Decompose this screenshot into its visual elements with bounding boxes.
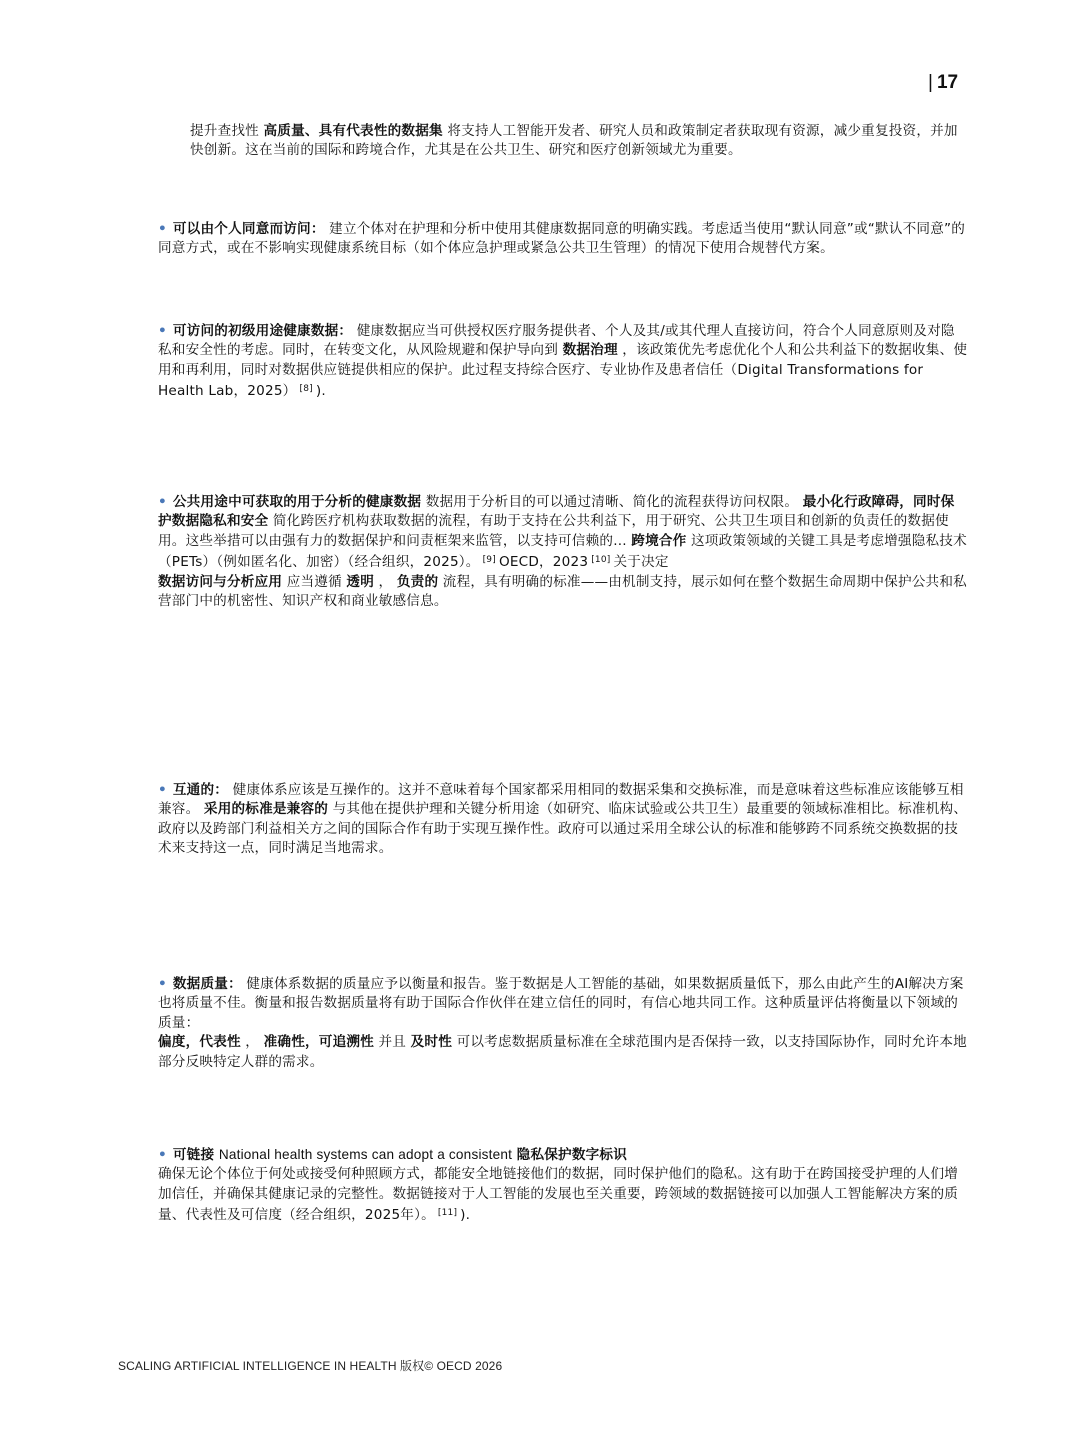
text: 健康体系数据的质量应予以衡量和报告。鉴于数据是人工智能的基础，如果数据质量低下，那么由此产生的AI解决方案也将质量不佳。衡量和报告数据质量将有助于国际合作伙伴在建立信任的同时，有信心地共同工作。这种质量评估将衡量以下领域的质量： [158,976,964,1031]
text: 这项政策领域的关键工具是考虑增强隐私技术（PETs）（例如匿名化、加密）（经合组织，2025）。 [158,532,967,571]
bold-text: 最小化行政障碍，同时保护数据隐私和安全 [158,494,955,530]
bullet-data-quality [158,975,968,1072]
bold-text: 采用的标准是兼容的 [203,801,329,818]
text: 并且 [378,1034,407,1051]
bullet-consent-access [158,220,968,259]
reference: [8] [299,384,313,395]
text: 健康数据应当可供授权医疗服务提供者、个人及其/或其代理人直接访问，符合个人同意原则及对隐私和安全性的考虑。同时，在转变文化，从风险规避和保护导向到 [158,323,955,359]
page-number: | 17 [928,72,959,93]
text: 关于决定 [613,554,669,571]
bold-text: 偏度，代表性 [158,1034,241,1051]
bullet-primary-use-data [158,322,968,402]
bullet-title: 可链接 [172,1147,215,1163]
text: OECD，2023 [498,554,589,571]
text: 将支持人工智能开发者、研究人员和政策制定者获取现有资源，减少重复投资，并加快创新。这在当前的国际和跨境合作，尤其是在公共卫生、研究和医疗创新领域尤为重要。 [190,123,958,159]
bold-text: 高质量、具有代表性的数据集 [263,123,443,139]
bullet-icon: • [158,976,167,992]
bullet-icon: • [158,782,167,798]
bullet-secondary-use-data [158,493,968,611]
text: 提升查找性 [190,123,259,139]
bullet-title: 公共用途中可获取的用于分析的健康数据 [172,494,422,510]
page-number-value: 17 [936,72,959,93]
paragraph-findability [190,122,960,161]
text: 建立个体对在护理和分析中使用其健康数据同意的明确实践。考虑适当使用“默认同意”或“默认不同意”的同意方式，或在不影响实现健康系统目标（如个体应急护理或紧急公共卫生管理）的情况下使用合规替代方案。 [158,221,966,257]
reference: [9] [482,555,496,566]
bold-text: 透明 [346,573,374,590]
reference: [10] [591,555,611,566]
page-footer: SCALING ARTIFICIAL INTELLIGENCE IN HEALTH 版权© OECD 2026 [118,1359,503,1373]
text: ). [315,383,326,400]
text: ， [245,1034,260,1051]
text: 与其他在提供护理和关键分析用途（如研究、临床试验或公共卫生）最重要的领域标准相比。标准机构、政府以及跨部门利益相关方之间的国际合作有助于实现互操作性。政府可以通过采用全球公认的标准和能够跨不同系统交换数据的技术来支持这一点，同时满足当地需求。 [158,801,968,857]
text: 数据用于分析目的可以通过清晰、简化的流程获得访问权限。 [425,494,799,510]
bullet-icon: • [158,494,167,510]
bullet-interoperable [158,781,968,859]
text: 健康体系应该是互操作的。这并不意味着每个国家都采用相同的数据采集和交换标准，而是意味着这些标准应该能够互相兼容。 [158,782,964,818]
bullet-title: 可以由个人同意而访问： [172,221,325,237]
text: 应当遵循 [286,573,342,590]
bullet-title: 数据质量： [172,976,242,992]
bullet-linkable [158,1145,968,1226]
bullet-icon: • [158,221,167,237]
text: National health systems can adopt a consistent [218,1147,513,1162]
text: ， [378,573,393,590]
bold-text: 及时性 [410,1034,453,1051]
bold-text: 数据治理 [562,342,618,359]
text: 简化跨医疗机构获取数据的流程，有助于支持在公共利益下，用于研究、公共卫生项目和创新的负责任的数据使用。这些举措可以由强有力的数据保护和问责框架来监管，以支持可信赖的... [158,513,949,549]
bold-text: 准确性，可追溯性 [263,1034,374,1051]
bullet-title: 互通的： [172,782,229,798]
bold-text: 负责的 [396,573,439,590]
bold-text: 数据访问与分析应用 [158,573,283,590]
bullet-title: 可访问的初级用途健康数据： [172,323,353,339]
text: 流程，具有明确的标准——由机制支持，展示如何在整个数据生命周期中保护公共和私营部门中的机密性、知识产权和商业敏感信息。 [158,573,967,610]
text: ，该政策优先考虑优化个人和公共利益下的数据收集、使用和再利用，同时对数据供应链提供相应的保护。此过程支持综合医疗、专业协作及患者信任（Digital Transformations for Health Lab，2025） [158,342,968,400]
reference: [11] [437,1208,458,1219]
text: 确保无论个体位于何处或接受何种照顾方式，都能安全地链接他们的数据，同时保护他们的隐私。这有助于在跨国接受护理的人们增加信任，并确保其健康记录的完整性。数据链接对于人工智能的发展也至关重要，跨领域的数据链接可以加强人工智能解决方案的质量、代表性及可信度（经合组织，2025年）。 [158,1166,959,1224]
text: 可以考虑数据质量标准在全球范围内是否保持一致，以支持国际协作，同时允许本地部分反映特定人群的需求。 [158,1034,967,1070]
bullet-icon: • [158,323,167,339]
text: ). [460,1207,471,1224]
bold-text: 跨境合作 [631,532,687,549]
bold-text: 隐私保护数字标识 [516,1147,628,1163]
bullet-icon: • [158,1147,167,1163]
